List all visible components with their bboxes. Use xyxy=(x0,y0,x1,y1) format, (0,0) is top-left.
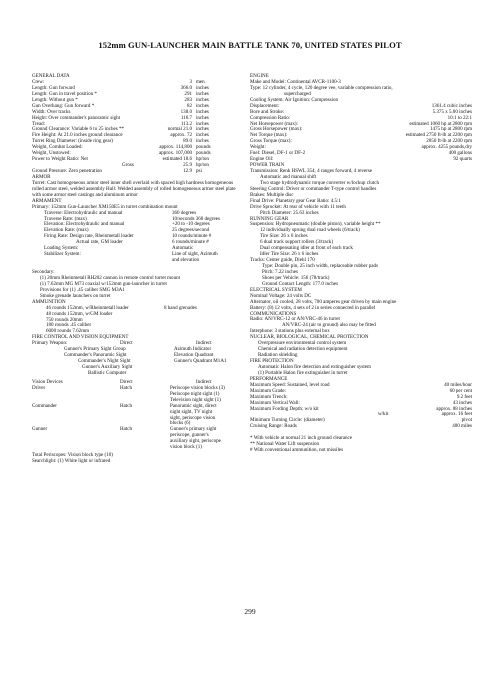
right-column xyxy=(250,74,472,454)
spec-label: Cruising Range: Roads xyxy=(250,423,297,430)
spec-unit: inches xyxy=(196,102,209,109)
line-text: Tracks: Center guide, Diehl 170 xyxy=(250,257,315,264)
electrical-list xyxy=(250,294,472,312)
spec-unit: blocks (6) xyxy=(170,420,191,427)
general-data-list xyxy=(32,80,240,175)
section-heading: NUCLEAR, BIOLOGICAL, CHEMICAL PROTECTION xyxy=(250,334,369,341)
spec-value: Commander's Night Sight xyxy=(78,358,131,365)
performance-list xyxy=(250,383,472,431)
line-text: (1) 20mm Rheinmetall RH202 cannon in remote control turret mount xyxy=(40,274,181,281)
line-text: Transmission: Renk HSWL 354, 4 ranges forward, 4 reverse xyxy=(250,168,373,174)
armor-text: Turret: Cast homogeneous armor steel inner shell overlaid with spaced high hardness homogeneous rolled armor steel, welded assembly Hull: Welded assembly of rolled homogeneous armor steel plate with some armor steel castings and aluminum armor xyxy=(32,179,236,198)
spec-label: Elevation Rate: (max) xyxy=(44,227,89,234)
spec-value: 8 hand grenades xyxy=(164,304,197,311)
spec-unit: inches xyxy=(196,96,209,103)
spec-value: estimated 1060 hp at 2800 rpm xyxy=(409,120,472,127)
spec-value: 10 rounds/minute # xyxy=(172,233,212,240)
line-text: Alternator, oil cooled, 28 volts, 700 amperes gear driven by main engine xyxy=(250,298,397,305)
fire-control-table xyxy=(32,341,240,380)
spec-unit: inches xyxy=(196,114,209,121)
spec-unit: psi xyxy=(196,168,202,174)
spec-unit: inches xyxy=(196,126,209,133)
section-heading: FIRE PROTECTION xyxy=(250,358,294,364)
spec-label: Power to Weight Ratio: Net xyxy=(32,156,88,163)
spec-value: approx. 16 feet xyxy=(441,411,472,418)
spec-label: Maximum Vertical Wall: xyxy=(250,399,300,406)
spec-value: 366.0 xyxy=(180,84,192,91)
spec-label: Bore and Stroke: xyxy=(250,108,285,115)
line-text: Drive Sprocket: At rear of vehicle with 11 teeth xyxy=(250,203,346,210)
spec-label: Vision Devices xyxy=(32,378,63,385)
spec-label: Gross Torque (max): xyxy=(250,138,292,145)
primary-weapon-line: Primary: 152mm Gun-Launcher XM150E5 in turret combination mount xyxy=(32,203,178,210)
spec-value: estimated 2750 ft-lb at 2200 rpm xyxy=(405,132,472,139)
spec-value: 113.2 xyxy=(180,120,192,127)
spec-label: Length: Gun forward xyxy=(32,84,75,91)
line-text: Nominal Voltage: 24 volts DC xyxy=(250,292,312,299)
spec-value: 2850 ft-lb at 2200 rpm xyxy=(426,138,472,145)
line-text: 6 dual track support rollers (3/track) xyxy=(260,239,334,246)
spec-unit: auxiliary sight, periscope xyxy=(170,438,221,445)
spec-value: 60 per cent xyxy=(449,387,472,394)
section-heading: ELECTRICAL SYSTEM xyxy=(250,286,302,293)
spec-label: Traverse: Electrohydraulic and manual xyxy=(44,209,123,216)
line-text: Ground Contact Length: 177.0 inches xyxy=(262,280,339,287)
line-text: Automatic Halon fire detection and extinguisher system xyxy=(258,363,371,370)
spec-unit: pounds xyxy=(196,144,211,151)
spec-value: 360 degrees xyxy=(172,209,197,216)
spec-label: Weight: xyxy=(250,144,266,151)
spec-label: Net Torque (max): xyxy=(250,132,288,139)
communications-list xyxy=(250,317,472,335)
spec-label: Compression Ratio: xyxy=(250,114,291,121)
line-text: Dual compensating idler at front of each track xyxy=(260,245,353,252)
line-text: Make and Model: Continental AVCR-1100-3 xyxy=(250,78,341,85)
spec-label: Weight, Unstowed: xyxy=(32,150,71,157)
spec-value: +20 to -10 degrees xyxy=(172,221,210,228)
spec-row xyxy=(250,424,472,430)
line-text: Idler Tire Size: 26 x 6 inches xyxy=(260,251,319,258)
spec-unit: Azimuth Indicator xyxy=(174,346,212,353)
spec-value: 291 xyxy=(184,90,192,97)
spec-value: 283 xyxy=(184,96,192,103)
engine-specs-list xyxy=(250,104,472,163)
spec-label: Gunner xyxy=(32,426,48,433)
spec-value: 5.375 x 5.00 inches xyxy=(432,108,472,115)
line-text: * With vehicle at normal 21 inch ground clearance xyxy=(250,435,353,442)
spec-label: Commander xyxy=(32,402,57,409)
spec-label: Length: Gun in travel position * xyxy=(32,90,97,97)
spec-label: Gun Overhang: Gun forward * xyxy=(32,102,95,109)
spec-value: approx. 72 xyxy=(170,132,192,139)
spec-unit: inches xyxy=(196,108,209,115)
spec-label: Loading System: xyxy=(44,245,79,252)
running-gear-list xyxy=(250,222,472,287)
spec-row xyxy=(32,258,240,264)
line-text: Two stage hydrodynamic torque converter w/lockup clutch xyxy=(260,179,380,186)
section-heading: ENGINE xyxy=(250,73,269,79)
primary-armament-list xyxy=(32,211,240,264)
spec-label: Width: Over tracks xyxy=(32,108,71,115)
spec-label: Height: Over commander's panoramic sight xyxy=(32,114,121,121)
spec-label: Fuel: Diesel, DF-1 or DF-2 xyxy=(250,150,306,157)
spec-unit: inches xyxy=(196,90,209,97)
spec-value: Ballistic Computer xyxy=(88,369,127,376)
line-text: ** National Water Lift suspension xyxy=(250,441,320,448)
line-text: Tire Size: 26 x 6 inches xyxy=(260,233,308,240)
spec-unit: Periscope night sight (1) xyxy=(170,390,220,397)
spec-unit: hp/ton xyxy=(196,162,209,169)
spec-value: 12.9 xyxy=(183,168,192,174)
spec-label: Maximum Trench: xyxy=(250,393,288,400)
spec-unit: Gunner's Quadrant M1A1 xyxy=(174,358,227,365)
spec-value: Gunner's Auxiliary Sight xyxy=(82,364,133,371)
spec-value: 10/seconds 360 degrees xyxy=(172,215,220,222)
spec-unit: Indirect xyxy=(196,340,212,347)
line-text: Chemical and radiation detection equipment xyxy=(258,346,348,353)
line-text: (1) Portable Halon fire extinguisher in turret xyxy=(258,369,348,376)
spec-unit: Periscope vision blocks (3) xyxy=(170,384,225,391)
spec-value: 43 inches xyxy=(452,399,472,406)
spec-label: Net Horsepower (max): xyxy=(250,120,298,127)
periscopes-line: Total Periscopes: Vision block type (10) xyxy=(32,452,113,459)
spec-label: Weight, Combat Loaded: xyxy=(32,144,83,151)
spec-value: Direct xyxy=(120,378,133,385)
section-heading: AMMUNITION xyxy=(32,298,66,305)
spec-unit: Gunner's primary sight xyxy=(170,426,217,433)
spec-value: and elevation xyxy=(172,257,200,264)
spec-value: Automatic xyxy=(172,245,194,252)
section-heading: RUNNING GEAR xyxy=(250,215,289,222)
nbc-protection-list xyxy=(250,341,472,359)
spec-value: Hatch xyxy=(120,426,133,433)
spec-unit: Elevation Quadrant xyxy=(174,352,214,359)
spec-label: Gross Horsepower (max): xyxy=(250,126,303,133)
vision-row xyxy=(32,445,240,451)
spec-label: 48 rounds 152mm, w/GM loader xyxy=(46,310,113,317)
spec-value: 82 xyxy=(186,102,192,109)
spec-label: Ground Clearance: Variable 6 to 25 inches ** xyxy=(32,126,124,133)
spec-unit: hp/ton xyxy=(196,156,209,163)
secondary-armament-list xyxy=(32,276,240,300)
section-heading: GENERAL DATA xyxy=(32,73,70,79)
line-text: AN/VRC-24 (air to ground) also may be fitted xyxy=(282,322,376,329)
spec-value: approx. 88 inches xyxy=(436,405,472,412)
spec-unit: inches xyxy=(196,84,209,91)
spec-unit: Television night sight (1) xyxy=(170,396,221,403)
spec-label: 6000 rounds 7.62mm xyxy=(46,328,90,335)
line-text: Type: Double pin, 25 inch width, replaceable rubber pads xyxy=(262,263,378,269)
spec-value: 92 quarts xyxy=(453,156,472,163)
spec-label: Engine Oil: xyxy=(250,156,274,163)
spec-label: Turret Ring Diameter: (inside ring gear) xyxy=(32,138,113,145)
spec-value: 138.0 xyxy=(180,108,192,115)
spec-label: w/kit xyxy=(378,411,389,418)
spec-label: Elevation: Electrohydraulic and manual xyxy=(44,221,125,228)
line-text: (1) 7.62mm MG M73 coaxial w/152mm gun-launcher in turret xyxy=(40,280,167,287)
spec-value: 89.0 xyxy=(183,138,192,145)
spec-label: 180 rounds .45 caliber xyxy=(46,322,92,329)
section-heading: FIRE CONTROL AND VISION EQUIPMENT xyxy=(32,334,129,341)
spec-value: 3 xyxy=(189,78,192,85)
spec-unit: inches xyxy=(196,120,209,127)
spec-value: 116.7 xyxy=(180,114,192,121)
vision-devices-table xyxy=(32,380,240,451)
line-text: Battery: (8) 12 volts, 4 sets of 2 in series connected in parallel xyxy=(250,304,376,311)
spec-value: Line of sight, Azimuth xyxy=(172,251,218,258)
spec-label: Crew: xyxy=(32,78,45,85)
spec-value: 400 miles xyxy=(452,423,472,430)
spec-value: 9.2 feet xyxy=(456,393,472,400)
ammunition-list xyxy=(32,306,240,336)
spec-unit: Panoramic sight, direct xyxy=(170,402,217,409)
line-text: 12 individually sprung dual road wheels (6/track) xyxy=(260,227,360,234)
spec-label: Maximum Grade: xyxy=(250,387,287,394)
page-title: 152mm GUN-LAUNCHER MAIN BATTLE TANK 70, UNITED STATES PILOT xyxy=(98,40,402,50)
spec-unit: sight, periscope vision xyxy=(170,414,216,421)
spec-unit: periscope, gunner's xyxy=(170,432,209,439)
line-text: Interphone: 3 stations plus external box xyxy=(250,328,330,335)
spec-unit: pounds xyxy=(196,150,211,157)
engine-description xyxy=(250,80,472,104)
line-text: Cooling System: Air Ignition: Compression xyxy=(250,96,339,103)
spec-value: 400 gallons xyxy=(448,150,472,157)
line-text: Automatic and manual shift xyxy=(260,173,317,180)
line-text: Smoke grenade launchers on turret xyxy=(40,292,111,299)
fire-row xyxy=(32,371,240,377)
line-text: Pitch Diameter: 25.63 inches xyxy=(260,209,319,216)
spec-label: Length: Without gun * xyxy=(32,96,78,103)
spec-unit: vision block (1) xyxy=(170,444,202,451)
spec-value: 25 degrees/second xyxy=(172,227,210,234)
line-text: Radiation shielding xyxy=(258,352,298,359)
spec-label: Gross xyxy=(122,162,134,169)
section-heading: ARMOR xyxy=(32,173,51,180)
section-heading: PERFORMANCE xyxy=(250,375,288,382)
spec-value: Hatch xyxy=(120,384,133,391)
text-line xyxy=(250,448,472,454)
section-heading: COMMUNICATIONS xyxy=(250,310,297,317)
line-text: Shoes per Vehicle: 156 (78/track) xyxy=(262,274,330,281)
spec-label: 46 rounds 152mm, w/Rheinmetall loader xyxy=(46,304,129,311)
spec-unit: inches xyxy=(196,138,209,145)
power-train-list xyxy=(250,169,472,217)
spec-unit: Indirect xyxy=(196,378,212,385)
spec-value: normal 21.0 xyxy=(167,126,192,133)
spec-label: Fire Height: At 21.0 inches ground clearance xyxy=(32,132,123,139)
spec-value: approx. 114,800 xyxy=(159,144,192,151)
page-number: 299 xyxy=(244,607,256,616)
spec-unit: inches xyxy=(196,132,209,139)
line-text: Brakes: Multiple disc xyxy=(250,191,294,198)
spec-value: 1475 hp at 2800 rpm xyxy=(429,126,472,133)
spec-label: Firing Rate: Design rate, Rheinmetall loader xyxy=(44,233,134,240)
spec-label: Actual rate, GM loader xyxy=(76,239,123,246)
spec-value: Direct xyxy=(120,340,133,347)
spec-label: Ground Pressure: Zero penetration xyxy=(32,168,102,174)
spec-label: Displacement: xyxy=(250,102,280,109)
line-text: Overpressure environmental control system xyxy=(258,340,347,347)
searchlight-line: Searchlight: (1) White light or infrared xyxy=(32,458,111,465)
spec-value: 10:1 to 22:1 xyxy=(447,114,472,121)
line-text: # With conventional ammunition, not missiles xyxy=(250,447,344,454)
spec-value: Commander's Panoramic Sight xyxy=(64,352,127,359)
spec-value: 6 rounds/minute # xyxy=(172,239,209,246)
spec-label: Minimum Turning Circle: (diameter) xyxy=(250,417,325,424)
section-heading: Secondary: xyxy=(32,269,55,276)
spec-value: approx. 107,000 xyxy=(159,150,192,157)
spec-value: approx. 4255 pounds,dry xyxy=(421,144,472,151)
line-text: Radio: AN/VRC-12 or AN/VRC-46 in turret xyxy=(250,316,340,323)
left-column xyxy=(32,74,240,465)
footnotes xyxy=(250,436,472,454)
spec-label: Tread: xyxy=(32,120,45,127)
spec-value: Gunner's Primary Sight Group xyxy=(64,346,126,353)
spec-unit: men xyxy=(196,78,205,85)
line-text: Final Drive: Planetary gear Gear Ratio: 4.5:1 xyxy=(250,197,341,204)
section-heading: POWER TRAIN xyxy=(250,162,285,169)
spec-label: Primary Weapon: xyxy=(32,340,68,347)
line-text: supercharged xyxy=(284,90,311,97)
spec-label: Driver xyxy=(32,384,46,391)
spec-unit: night sight, TV night xyxy=(170,408,213,415)
spec-value: 1361.4 cubic inches xyxy=(431,102,472,109)
spec-label: Maximum Speed: Sustained, level road xyxy=(250,381,330,388)
spec-value: 25.9 xyxy=(183,162,192,169)
spec-label: Traverse Rate: (max) xyxy=(44,215,87,222)
spec-label: 750 rounds 20mm xyxy=(46,316,83,323)
spec-value: estimated 18.6 xyxy=(162,156,192,163)
line-text: Provisions for (1) .45 caliber SMG M3A1 xyxy=(40,286,125,293)
spec-value: Hatch xyxy=(120,402,133,409)
spec-label: Stabilizer System: xyxy=(44,251,81,258)
spec-value: pivot xyxy=(461,417,472,424)
section-heading: ARMAMENT xyxy=(32,197,62,204)
spec-label: Maximum Fording Depth: w/o kit xyxy=(250,405,319,412)
line-text: Suspension: Hydropneumatic (double piston), variable height ** xyxy=(250,221,381,228)
spec-value: 40 miles/hour xyxy=(444,381,472,388)
line-text: Steering Control: Driver or commander T-type control handles xyxy=(250,185,377,192)
line-text: Type: 12 cylinder, 4 cycle, 120 degree vee, variable compression ratio, xyxy=(250,84,393,91)
line-text: Pitch: 7.22 inches xyxy=(262,268,299,275)
